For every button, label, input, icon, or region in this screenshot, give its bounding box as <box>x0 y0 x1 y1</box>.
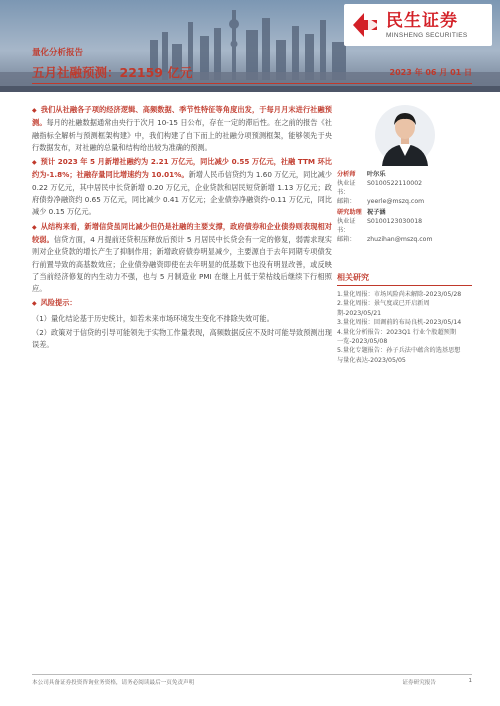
assistant-email[interactable]: zhuzihan@mszq.com <box>367 236 433 243</box>
page-number: 1 <box>468 678 472 684</box>
assistant-license: S0100123030018 <box>367 218 423 225</box>
analyst-email[interactable]: yeerle@mszq.com <box>367 198 425 205</box>
paragraph-structure: ◆ 从结构来看，新增信贷虽同比减少但仍是社融的主要支撑，政府债券和企业债券则表现相对较弱。信贷方面，4 月提前还贷积压释放后预计 5 月居民中长贷会有一定的修复，弱需求现实则对企业贷款的增长产生了抑制作用；新增政府债券明显减少，主要源自于去年同期专项债发行前置导致的高基数效应；企业债券融资即使在去年明显的低基数下也没有明显改善，或反映了当前经济修复的内生动力不强，也与 5 月制造业 PMI 在继上月低于荣枯线后继续下行相照应。 <box>32 221 332 294</box>
paragraph-method: ◆ 我们从社融各子项的经济逻辑、高频数据、季节性特征等角度出发，于每月月末进行社融预测。每月的社融数据通常由央行于次月 10-15 日公布，存在一定的滞后性。在之前的报告《社融指标全解析与预测框架构建》中，我们构建了自下而上的社融分项预测框架，能够领先于央行数据发布，对社融的总量和结构给出较为准确的预测。 <box>32 105 332 152</box>
page-footer <box>32 674 472 686</box>
diamond-bullet-icon: ◆ <box>32 223 37 231</box>
logo-chinese-name: 民生证券 <box>386 10 458 31</box>
title-bar <box>32 60 472 84</box>
related-research-item[interactable]: 1.量化周报：市场风险尚未解除-2023/05/28 <box>337 291 462 298</box>
related-research-title: 相关研究 <box>337 272 472 286</box>
analyst-email-row: 邮箱： yeerle@mszq.com <box>337 198 425 205</box>
related-research-list <box>337 290 472 365</box>
analyst-name: 叶尔乐 <box>367 171 386 178</box>
report-type: 量化分析报告 <box>32 48 84 58</box>
diamond-bullet-icon: ◆ <box>32 300 37 308</box>
page-title: 五月社融预测：22159 亿元 <box>32 65 193 80</box>
assistant-license-row: 执业证书： S0100123030018 <box>337 218 423 234</box>
report-date: 2023 年 06 月 01 日 <box>389 68 472 77</box>
diamond-bullet-icon: ◆ <box>32 159 37 167</box>
risk-item-1: （1）量化结论基于历史统计，如若未来市场环境发生变化不排除失效可能。 <box>32 313 274 323</box>
analyst-photo <box>337 104 472 166</box>
main-content <box>32 104 332 354</box>
related-research-item[interactable]: 4.量化分析报告：2023Q1 行业个股超预期 <box>337 328 457 336</box>
assistant-email-row: 邮箱： zhuzihan@mszq.com <box>337 236 433 243</box>
related-research-item[interactable]: 3.量化周报：回调前的布局良机-2023/05/14 <box>337 319 462 327</box>
logo-english-name: MINSHENG SECURITIES <box>386 31 468 39</box>
assistant-name: 祝子涵 <box>367 209 386 216</box>
analyst-portrait-icon <box>374 104 436 166</box>
assistant-row: 研究助理 祝子涵 <box>337 209 386 216</box>
related-research-item[interactable]: 与量化表达-2023/05/05 <box>337 356 406 364</box>
analyst-license-row: 执业证书： S0100522110002 <box>337 180 423 196</box>
analyst-license: S0100522110002 <box>367 180 423 187</box>
risk-item-2: （2）政策对于信贷的引导可能领先于实物工作量表现，高频数据反应不及时可能导致预测出现误差。 <box>32 328 332 350</box>
related-research-item[interactable]: 2.量化周报：景气度或已开启新周期-2023/05/21 <box>337 300 430 317</box>
related-research-item[interactable]: 一览-2023/05/08 <box>337 338 388 346</box>
footer-doc-type: 证券研究报告 <box>402 680 436 686</box>
related-research-item[interactable]: 5.量化专题报告：孙子兵法中蕴含的选基思想 <box>337 347 461 355</box>
paragraph-forecast: ◆ 预计 2023 年 5 月新增社融约为 2.21 万亿元，同比减少 0.55 万亿元，社融 TTM 环比约为-1.8%；社融存量同比增速约为 10.01%。新增人民币信贷约为 1.60 万亿元，同比减少 0.22 万亿元，其中居民中长贷新增 0.20 万亿元，企业贷款和居民短贷新增 1.13 万亿元；政府债券净融资约 0.65 万亿元，同比减少 0.41 万亿元；企业债券净融资约-0.11 万亿元，同比减少 0.15 万亿元。 <box>32 157 333 217</box>
diamond-bullet-icon: ◆ <box>32 107 37 114</box>
analyst-info <box>337 170 472 244</box>
footer-disclaimer: 本公司具备证券投资咨询业务资格，请务必阅读最后一页免责声明 <box>32 680 195 686</box>
risk-heading: ◆ 风险提示： <box>32 298 77 308</box>
analyst-row: 分析师 叶尔乐 <box>337 171 386 178</box>
logo-mark-icon <box>350 9 382 41</box>
company-logo <box>344 4 492 46</box>
